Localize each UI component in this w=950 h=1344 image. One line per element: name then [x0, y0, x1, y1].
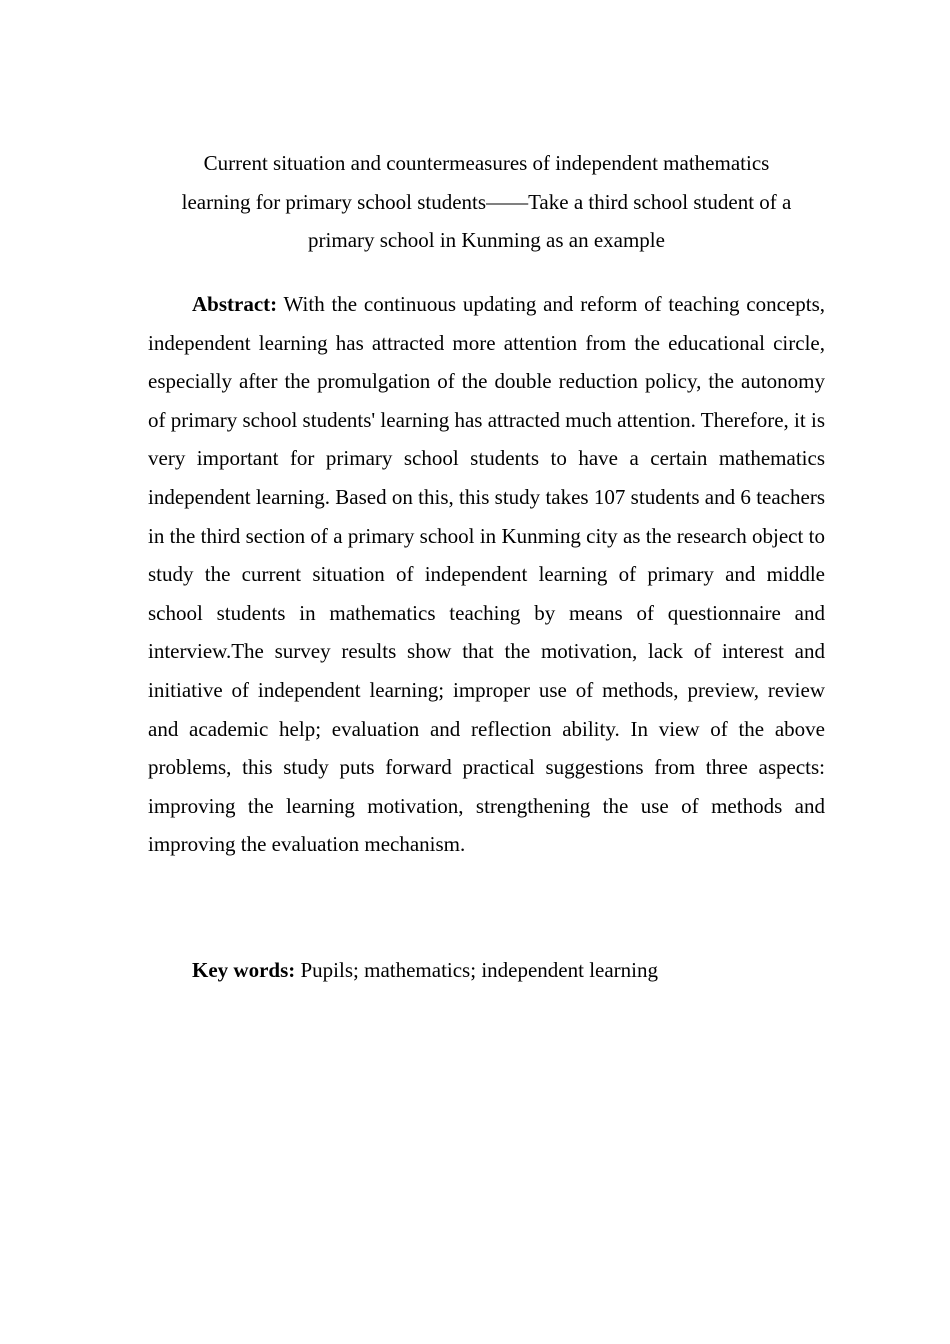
- abstract-label: Abstract:: [192, 292, 278, 316]
- paper-title: [148, 144, 825, 260]
- keywords-text: Pupils; mathematics; independent learning: [300, 958, 659, 982]
- title-line-3: primary school in Kunming as an example: [308, 228, 665, 253]
- keywords-paragraph: [148, 951, 825, 990]
- title-line-1: Current situation and countermeasures of independent mathematics: [203, 151, 770, 175]
- keywords-label: Key words:: [192, 958, 296, 982]
- abstract-paragraph: [148, 285, 825, 864]
- title-line-2: learning for primary school students——Take a third school student of a: [181, 189, 792, 214]
- abstract-text: With the continuous updating and reform of teaching concepts, independent learning has attracted more attention from the educational circle, especially after the promulgation of the double reduction policy, the autonomy of primary school students' learning has attracted much attention. Therefore, it is very important for primary school students to have a certain mathematics independent learning. Based on this, this study takes 107 students and 6 teachers in the third section of a primary school in Kunming city as the research object to study the current situation of independent learning of primary and middle school students in mathematics teaching by means of questionnaire and interview.The survey results show that the motivation, lack of interest and initiative of independent learning; improper use of methods, preview, review and academic help; evaluation and reflection ability. In view of the above problems, this study puts forward practical suggestions from three aspects: improving the learning motivation, strengthening the use of methods and improving the evaluation mechanism.: [148, 292, 825, 857]
